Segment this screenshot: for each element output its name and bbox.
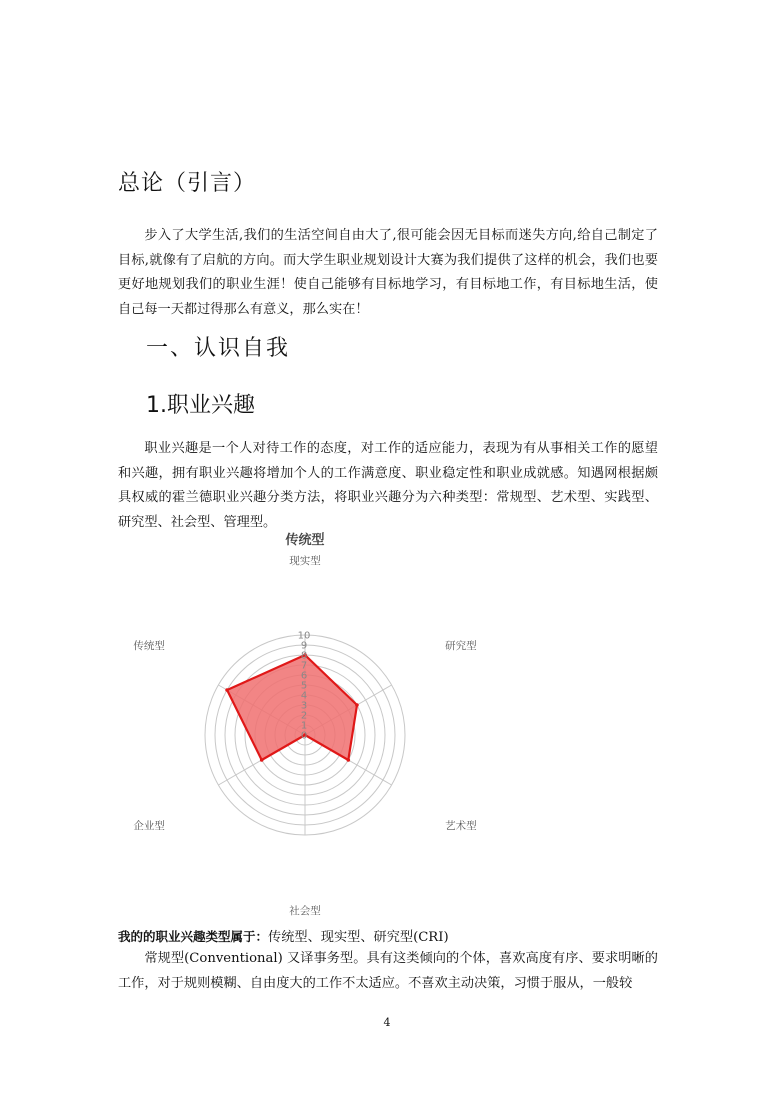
result-value: 传统型、现实型、研究型(CRI) (268, 930, 449, 945)
subsection-heading: 1.职业兴趣 (146, 393, 255, 418)
category-label-3: 艺术型 (445, 820, 477, 832)
tick-label-4: 4 (300, 690, 308, 702)
tick-label-0: 0 (300, 730, 308, 742)
interest-paragraph: 职业兴趣是一个人对待工作的态度，对工作的适应能力，表现为有从事相关工作的愿望和兴趣，拥有职业兴趣将增加个人的工作满意度、职业稳定性和职业成就感。知遇网根据颇具权威的霍兰德职业兴趣分类方法，将职业兴趣分为六种类型：常规型、艺术型、实践型、研究型、社会型、管理型。 (118, 441, 658, 530)
radar-chart (110, 526, 510, 921)
category-label-6: 传统型 (133, 640, 165, 652)
data-point-1 (355, 703, 359, 707)
tick-label-1: 1 (300, 720, 308, 732)
tick-label-7: 7 (300, 660, 308, 672)
category-label-4: 社会型 (289, 905, 321, 917)
tick-label-9: 9 (300, 640, 308, 652)
tick-label-8: 8 (300, 650, 308, 662)
tick-label-6: 6 (300, 670, 308, 682)
conventional-paragraph: 常规型(Conventional) 又译事务型。具有这类倾向的个体，喜欢高度有序、要求明晰的工作，对于规则模糊、自由度大的工作不太适应。不喜欢主动决策，习惯于服从，一般较 (118, 951, 658, 991)
result-label: 我的的职业兴趣类型属于： (118, 929, 269, 944)
category-label-5: 企业型 (133, 820, 165, 832)
category-label-1: 现实型 (289, 555, 321, 567)
series-area (227, 655, 357, 760)
category-label-2: 研究型 (445, 640, 477, 652)
intro-heading: 总论（引言） (118, 171, 257, 196)
data-point-2 (347, 758, 351, 762)
tick-label-5: 5 (300, 680, 308, 692)
page-number: 4 (383, 1016, 391, 1029)
tick-label-2: 2 (300, 710, 308, 722)
interest-result (118, 926, 449, 949)
intro-paragraph: 步入了大学生活,我们的生活空间自由大了,很可能会因无目标而迷失方向,给自己制定了目标,就像有了启航的方向。而大学生职业规划设计大赛为我们提供了这样的机会，我们也要更好地规划我们的职业生涯！使自己能够有目标地学习，有目标地工作，有目标地生活，使自己每一天都过得那么有意义，那么实在！ (118, 228, 658, 317)
data-point-5 (225, 688, 229, 692)
tick-label-10: 10 (297, 630, 311, 642)
data-point-4 (260, 758, 264, 762)
section-heading: 一、认识自我 (146, 336, 291, 361)
chart-title: 传统型 (285, 533, 325, 548)
tick-label-3: 3 (300, 700, 308, 712)
